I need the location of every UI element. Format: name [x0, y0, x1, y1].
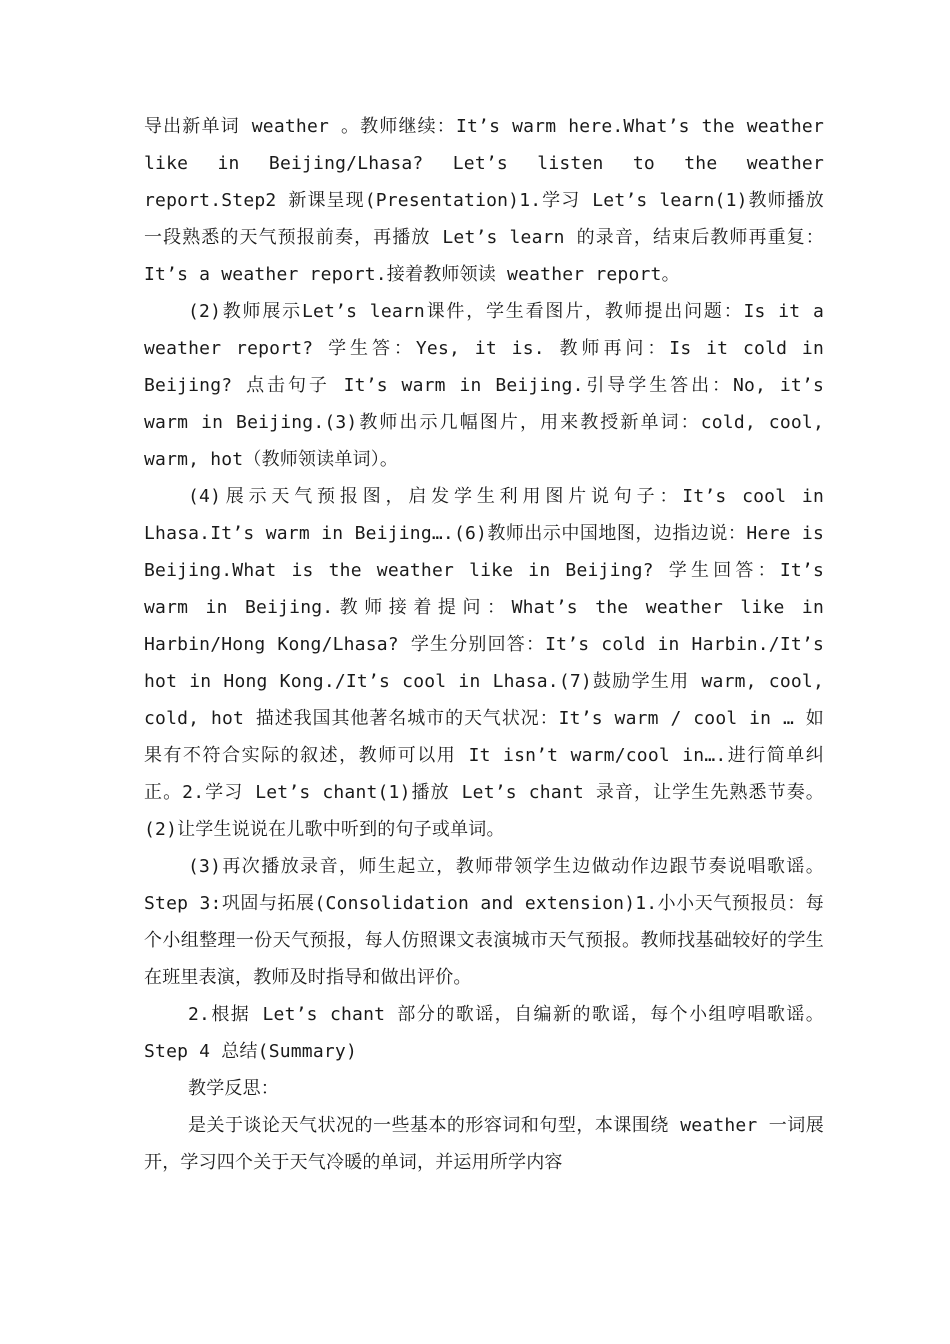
paragraph-learn-step-2: (2)教师展示Let’s learn课件，学生看图片，教师提出问题：Is it a weather report? 学生答：Yes, it is. 教师再问：Is it cold in Beijing? 点击句子 It’s warm in Beijing.引导学生答出：No, it’s warm in Beijing.(3)教师出示几幅图片，用来教授新单词：cold, cool, warm, hot（教师领读单词）。 — [144, 301, 824, 470]
paragraph-consolidation: 2.根据 Let’s chant 部分的歌谣，自编新的歌谣，每个小组哼唱歌谣。Step 4 总结(Summary) — [144, 1004, 824, 1062]
paragraph-reflection: 是关于谈论天气状况的一些基本的形容词和句型，本课围绕 weather 一词展开，学习四个关于天气冷暖的单词，并运用所学内容 — [144, 1115, 824, 1173]
paragraph-presentation: 导出新单词 weather 。教师继续：It’s warm here.What’s the weather like in Beijing/Lhasa? Let’s listen to the weather report.Step2 新课呈现(Presentation)1.学习 Let’s learn(1)教师播放一段熟悉的天气预报前奏，再播放 Let’s learn 的录音，结束后教师再重复：It’s a weather report.接着教师领读 weather report。 — [144, 116, 824, 285]
paragraph-chant-step-3: (3)再次播放录音，师生起立，教师带领学生边做动作边跟节奏说唱歌谣。Step 3:巩固与拓展(Consolidation and extension)1.小小天气预报员：每个小组整理一份天气预报，每人仿照课文表演城市天气预报。教师找基础较好的学生在班里表演，教师及时指导和做出评价。 — [144, 856, 824, 988]
reflection-heading: 教学反思： — [188, 1078, 279, 1099]
paragraph-learn-step-4: (4)展示天气预报图，启发学生利用图片说句子：It’s cool in Lhasa.It’s warm in Beijing….(6)教师出示中国地图，边指边说：Here is Beijing.What is the weather like in Beijing? 学生回答：It’s warm in Beijing.教师接着提问：What’s the weather like in Harbin/Hong Kong/Lhasa? 学生分别回答：It’s cold in Harbin./It’s hot in Hong Kong./It’s cool in Lhasa.(7)鼓励学生用 warm, cool, cold, hot 描述我国其他著名城市的天气状况：It’s warm / cool in … 如果有不符合实际的叙述，教师可以用 It isn’t warm/cool in….进行简单纠正。2.学习 Let’s chant(1)播放 Let’s chant 录音，让学生先熟悉节奏。(2)让学生说说在儿歌中听到的句子或单词。 — [144, 486, 824, 840]
document-body — [144, 108, 824, 1181]
